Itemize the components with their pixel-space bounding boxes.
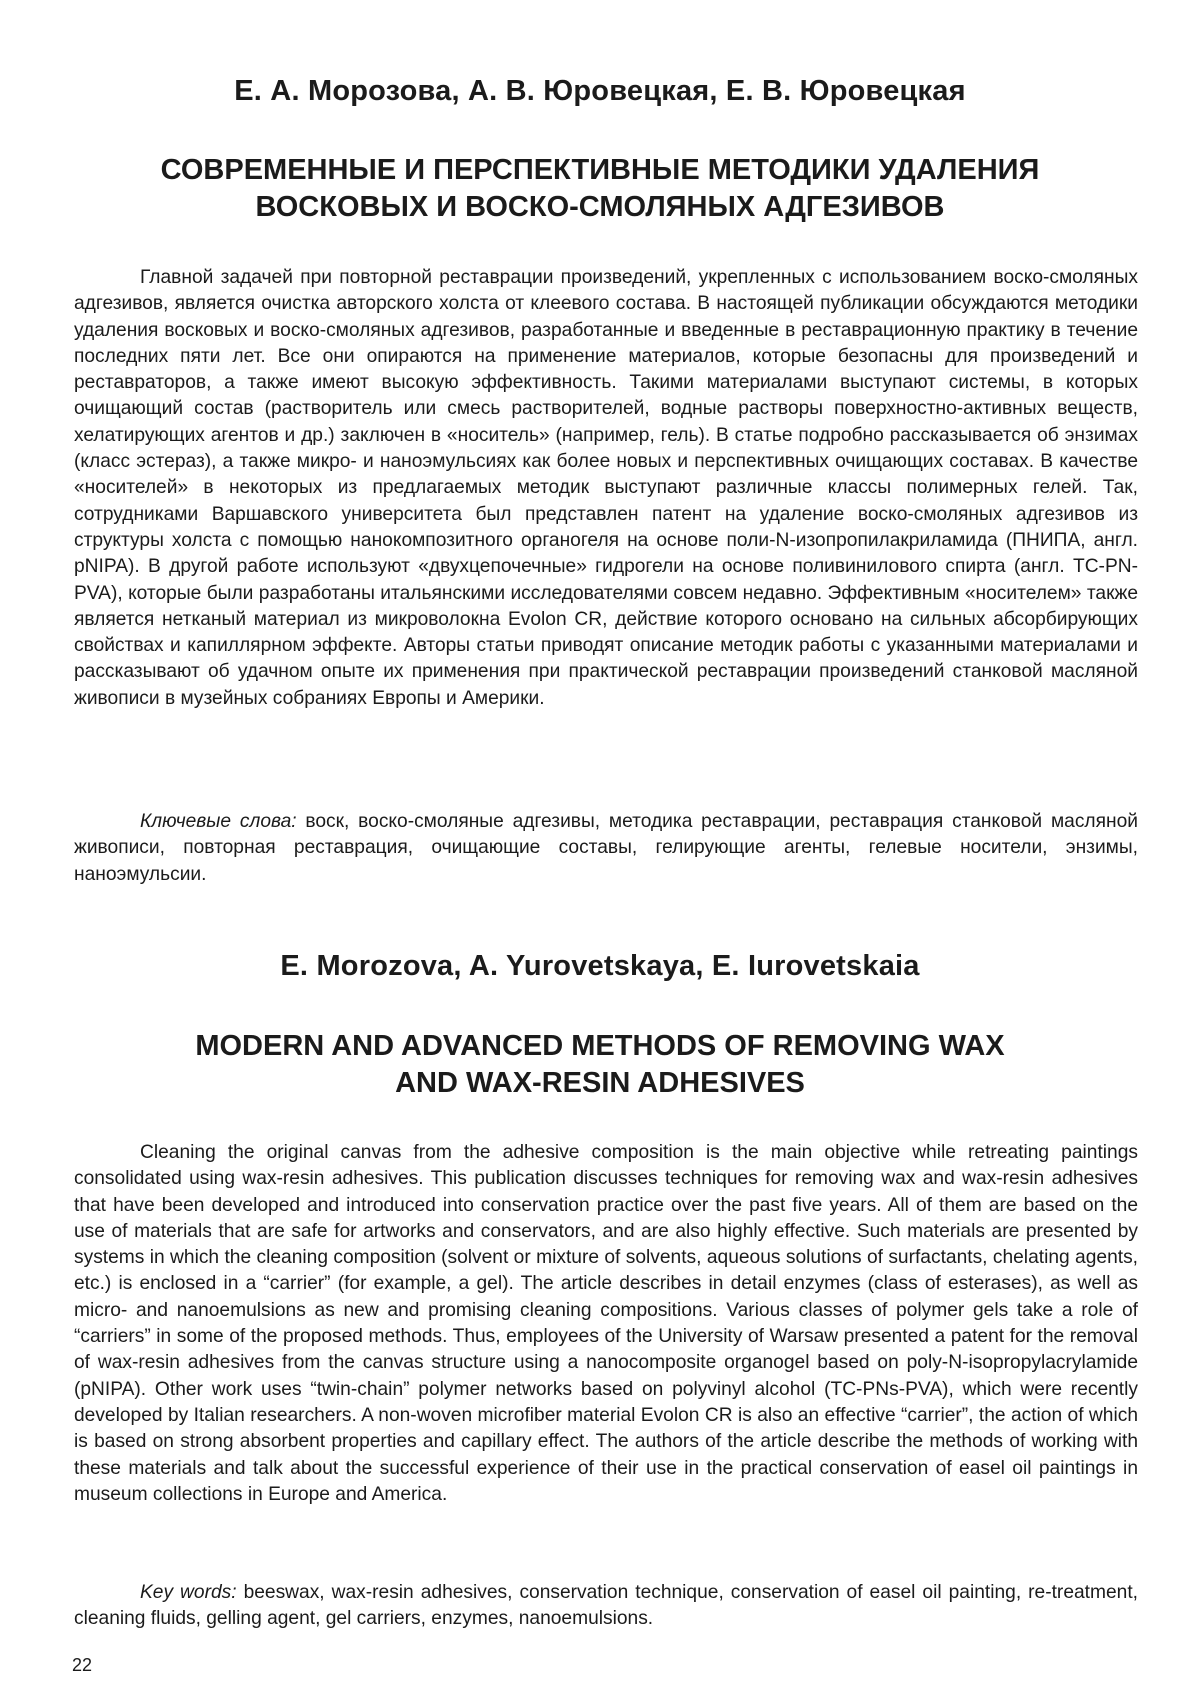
ru-title-line-1: СОВРЕМЕННЫЕ И ПЕРСПЕКТИВНЫЕ МЕТОДИКИ УДАЛЕНИЯ bbox=[160, 154, 1040, 186]
page-number: 22 bbox=[72, 1655, 93, 1675]
ru-authors: Е. А. Морозова, А. В. Юровецкая, Е. В. Юровецкая bbox=[234, 75, 966, 107]
en-keywords-label: Key words: bbox=[140, 1582, 237, 1603]
ru-keywords-text: воск, воско-смоляные адгезивы, методика реставрации, реставрация станковой масляной живописи, повторная реставрация, очищающие составы, гелирующие агенты, гелевые носители, энзимы, наноэмульсии. bbox=[74, 811, 1138, 885]
ru-title-line-2: ВОСКОВЫХ И ВОСКО-СМОЛЯНЫХ АДГЕЗИВОВ bbox=[255, 191, 945, 223]
ru-keywords-label: Ключевые слова: bbox=[140, 811, 297, 832]
en-title-line-2: AND WAX-RESIN ADHESIVES bbox=[395, 1067, 805, 1099]
en-article-title bbox=[70, 1028, 1130, 1102]
en-authors: E. Morozova, A. Yurovetskaya, E. Iurovetskaia bbox=[280, 950, 920, 982]
en-keywords bbox=[74, 1580, 1138, 1633]
ru-article-title bbox=[70, 152, 1130, 226]
en-keywords-text: beeswax, wax-resin adhesives, conservation technique, conservation of easel oil painting, re-treatment, cleaning fluids, gelling agent, gel carriers, enzymes, nanoemulsions. bbox=[74, 1582, 1138, 1630]
ru-keywords bbox=[74, 809, 1138, 888]
ru-abstract: Главной задачей при повторной реставрации произведений, укрепленных с использованием воско-смоляных адгезивов, является очистка авторского холста от клеевого состава. В настоящей публикации обсуждаются методики удаления восковых и воско-смоляных адгезивов, разработанные и введенные в реставрационную практику в течение последних пяти лет. Все они опираются на применение материалов, которые безопасны для произведений и реставраторов, а также имеют высокую эффективность. Такими материалами выступают системы, в которых очищающий состав (растворитель или смесь растворителей, водные растворы поверхностно-активных веществ, хелатирующих агентов и др.) заключен в «носитель» (например, гель). В статье подробно рассказывается об энзимах (класс эстераз), а также микро- и наноэмульсиях как более новых и перспективных очищающих составах. В качестве «носителей» в некоторых из предлагаемых методик выступают различные классы полимерных гелей. Так, сотрудниками Варшавского университета был представлен патент на удаление воско-смоляных адгезивов из структуры холста с помощью нанокомпозитного органогеля на основе поли-N-изопропилакриламида (ПНИПА, англ. pNIPA). В другой работе используют «двухцепочечные» гидрогели на основе поливинилового спирта (англ. TC-PNPVA), которые были разработаны итальянскими исследователями совсем недавно. Эффективным «носителем» также является нетканый материал из микроволокна Evolon CR, действие которого основано на сильных абсорбирующих свойствах и капиллярном эффекте. Авторы статьи приводят описание методик работы с указанными материалами и рассказывают об удачном опыте их применения при практической реставрации произведений станковой масляной живописи в музейных собраниях Европы и Америки. bbox=[74, 267, 1138, 709]
en-title-line-1: MODERN AND ADVANCED METHODS OF REMOVING WAX bbox=[195, 1030, 1005, 1062]
en-abstract: Cleaning the original canvas from the adhesive composition is the main objective while retreating paintings consolidated using wax-resin adhesives. This publication discusses techniques for removing wax and wax-resin adhesives that have been developed and introduced into conservation practice over the past five years. All of them are based on the use of materials that are safe for artworks and conservators, and are also highly effective. Such materials are presented by systems in which the cleaning composition (solvent or mixture of solvents, aqueous solutions of surfactants, chelating agents, etc.) is enclosed in a “carrier” (for example, a gel). The article describes in detail enzymes (class of esterases), as well as micro- and nanoemulsions as new and promising cleaning compositions. Various classes of polymer gels take a role of “carriers” in some of the proposed methods. Thus, employees of the University of Warsaw presented a patent for the removal of wax-resin adhesives from the canvas structure using a nanocomposite organogel based on poly-N-isopropylacrylamide (pNIPA). Other work uses “twin-chain” polymer networks based on polyvinyl alcohol (TC-PNs-PVA), which were recently developed by Italian researchers. A non-woven microfiber material Evolon CR is also an effective “carrier”, the action of which is based on strong absorbent properties and capillary effect. The authors of the article describe the methods of working with these materials and talk about the successful experience of their use in the practical conservation of easel oil paintings in museum collections in Europe and America. bbox=[74, 1142, 1138, 1505]
